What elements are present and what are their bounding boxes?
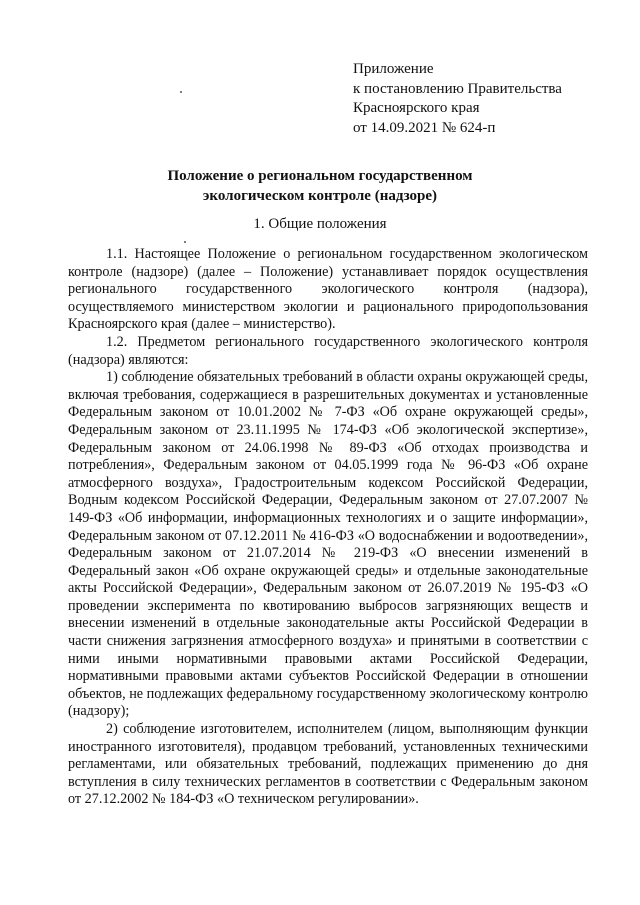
- scan-speck: [180, 91, 182, 93]
- appendix-line-1: Приложение: [353, 61, 434, 77]
- appendix-line-4: от 14.09.2021 № 624-п: [353, 119, 496, 136]
- paragraph-item-2: 2) соблюдение изготовителем, исполнителем (лицом, выполняющим функции иностранного изготовителя), продавцом требований, установленных техническими регламентами, или обязательных требований, подлежащих применению до дня вступления в силу технических регламентов в соответствии с Федеральным законом от 27.12.2002 № 184-ФЗ «О техническом регулировании».: [68, 721, 588, 808]
- document-title-line-2: экологическом контроле (надзоре): [202, 188, 438, 204]
- appendix-block: [353, 60, 562, 138]
- paragraph-1-2: 1.2. Предметом регионального государственного экологического контроля (надзора) являются:: [68, 333, 588, 368]
- appendix-line-2: к постановлению Правительства: [353, 80, 562, 97]
- document-title-line-1: Положение о региональном государственном: [167, 168, 473, 184]
- document-title: [0, 166, 640, 206]
- section-heading: 1. Общие положения: [253, 216, 387, 232]
- paragraph-item-1: 1) соблюдение обязательных требований в области охраны окружающей среды, включая требования, содержащиеся в разрешительных документах и установленные Федеральным законом от 10.01.2002 № 7-ФЗ «Об охране окружающей среды», Федеральным законом от 23.11.1995 № 174-ФЗ «Об экологической экспертизе», Федеральным законом от 24.06.1998 № 89-ФЗ «Об отходах производства и потребления», Федеральным законом от 04.05.1999 года № 96-ФЗ «Об охране атмосферного воздуха», Градостроительным кодексом Российской Федерации, Водным кодексом Российской Федерации, Федеральным законом от 27.07.2007 № 149-ФЗ «Об информации, информационных технологиях и о защите информации», Федеральным законом от 07.12.2011 № 416-ФЗ «О водоснабжении и водоотведении», Федеральным законом от 21.07.2014 № 219-ФЗ «О внесении изменений в Федеральный закон «Об охране окружающей среды» и отдельные законодательные акты Российской Федерации», Федеральным законом от 26.07.2019 № 195-ФЗ «О проведении эксперимента по квотированию выбросов загрязняющих веществ и внесении изменений в отдельные законодательные акты Российской Федерации в части снижения загрязнения атмосферного воздуха» и принятыми в соответствии с ними иными нормативными правовыми актами Российской Федерации, нормативными правовыми актами субъектов Российской Федерации в отношении объектов, не подлежащих федеральному государственному экологическому контролю (надзору);: [68, 369, 588, 720]
- appendix-line-3: Красноярского края: [353, 100, 480, 116]
- paragraph-1-1: 1.1. Настоящее Положение о региональном государственном экологическом контроле (надзоре) (далее – Положение) устанавливает порядок осуществления регионального государственного экологического контроля (надзора), осуществляемого министерством экологии и рационального природопользования Красноярского края (далее – министерство).: [68, 246, 588, 333]
- scan-speck: [184, 241, 186, 243]
- document-body: [68, 246, 588, 809]
